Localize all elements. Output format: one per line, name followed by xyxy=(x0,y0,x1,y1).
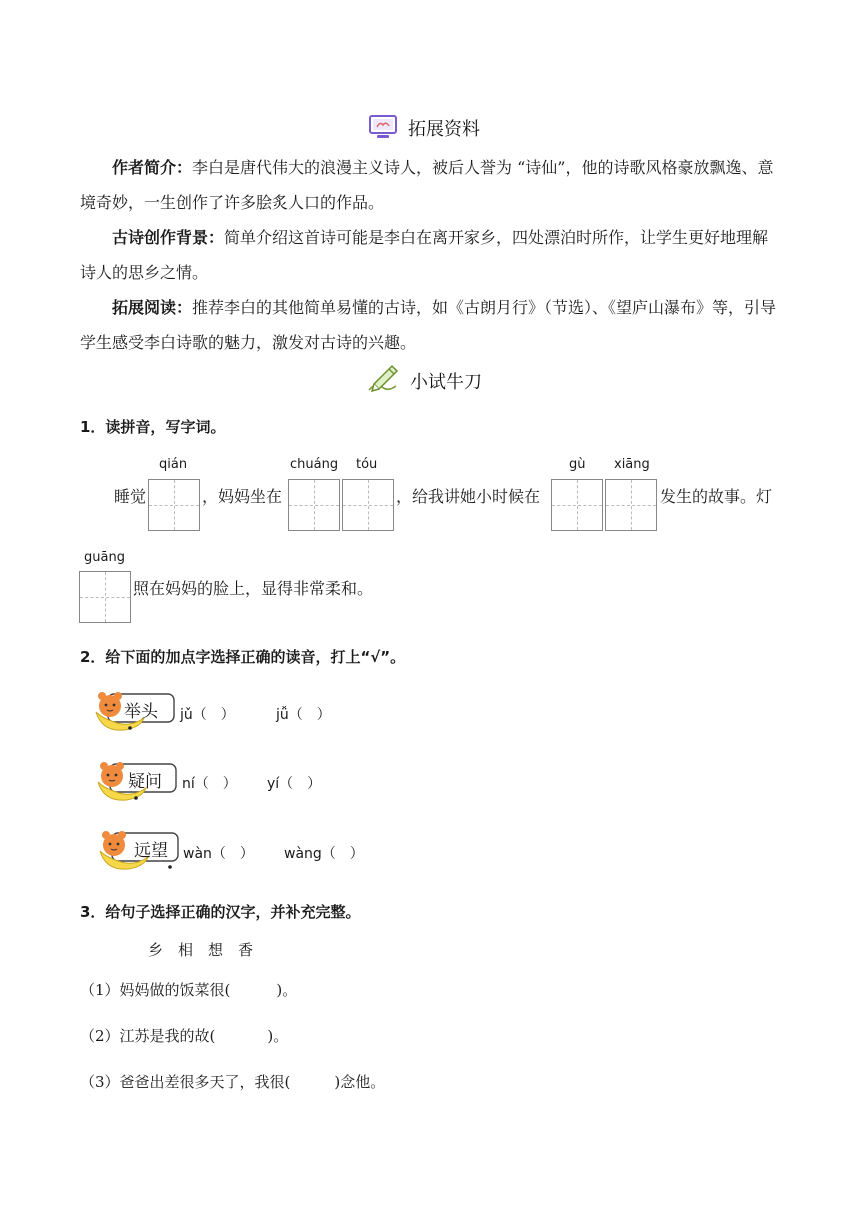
pinyin-xiang: xiāng xyxy=(614,457,650,472)
word-label: 举头 xyxy=(124,702,158,722)
option-ju3[interactable]: jǔ（ ） xyxy=(180,707,235,723)
q1-text-3: ，给我讲她小时候在 xyxy=(396,487,541,506)
pinyin-tou: tóu xyxy=(356,457,378,472)
option-yi[interactable]: yí（ ） xyxy=(267,776,322,792)
bear-word-card xyxy=(96,760,178,806)
monitor-icon xyxy=(368,114,398,140)
poem-background xyxy=(80,220,784,290)
pen-writing-icon xyxy=(366,362,402,394)
author-intro-label: 作者简介： xyxy=(112,158,193,177)
sentence-3-pre: （3）爸爸出差很多天了，我很( xyxy=(80,1073,291,1091)
writing-box[interactable] xyxy=(79,571,131,623)
word-label: 远望 xyxy=(134,841,168,861)
writing-box[interactable] xyxy=(605,479,657,531)
bear-word-card xyxy=(94,690,176,736)
q1-text-1: 睡觉 xyxy=(114,487,147,506)
extended-reading xyxy=(80,290,784,360)
sentence-2 xyxy=(80,1025,288,1046)
sentence-1-pre: （1）妈妈做的饭菜很( xyxy=(80,981,231,999)
option-wan[interactable]: wàn（ ） xyxy=(183,846,254,862)
extended-reading-text: 推荐李白的其他简单易懂的古诗，如《古朗月行》（节选）、《望庐山瀑布》等，引导学生感受李白诗歌的魅力，激发对古诗的兴趣。 xyxy=(80,298,777,352)
question-1-title: 1．读拼音，写字词。 xyxy=(80,418,226,436)
practice-title: 小试牛刀 xyxy=(410,372,482,393)
question-3-title: 3．给句子选择正确的汉字，并补充完整。 xyxy=(80,903,361,921)
q1-text-4: 发生的故事。灯 xyxy=(660,487,773,506)
pinyin-guang: guāng xyxy=(84,550,125,565)
author-intro-text: 李白是唐代伟大的浪漫主义诗人，被后人誉为 “诗仙”，他的诗歌风格豪放飘逸、意境奇妙，一生创作了许多脍炙人口的作品。 xyxy=(80,158,774,212)
pinyin-gu: gù xyxy=(569,457,586,472)
writing-box[interactable] xyxy=(148,479,200,531)
extension-title: 拓展资料 xyxy=(408,119,480,140)
option-ju4[interactable]: jǚ（ ） xyxy=(276,707,331,723)
poem-background-text: 简单介绍这首诗可能是李白在离开家乡，四处漂泊时所作，让学生更好地理解诗人的思乡之情。 xyxy=(80,228,769,282)
author-intro xyxy=(80,150,784,220)
pinyin-chuang: chuáng xyxy=(290,457,339,472)
sentence-1 xyxy=(80,979,297,1000)
pinyin-qian: qián xyxy=(159,457,188,472)
sentence-1-post: )。 xyxy=(276,981,298,999)
sentence-2-post: )。 xyxy=(267,1027,289,1045)
q1-text-2: ，妈妈坐在 xyxy=(202,487,283,506)
sentence-2-pre: （2）江苏是我的故( xyxy=(80,1027,216,1045)
bear-word-card xyxy=(98,829,180,875)
writing-box[interactable] xyxy=(551,479,603,531)
q1-text-5: 照在妈妈的脸上，显得非常柔和。 xyxy=(133,579,374,598)
option-ni[interactable]: ní（ ） xyxy=(182,776,237,792)
writing-box[interactable] xyxy=(342,479,394,531)
character-choices: 乡 相 想 香 xyxy=(148,941,254,959)
question-2-title: 2．给下面的加点字选择正确的读音，打上“√”。 xyxy=(80,648,406,666)
extended-reading-label: 拓展阅读： xyxy=(112,298,193,317)
sentence-3 xyxy=(80,1071,385,1092)
word-label: 疑问 xyxy=(128,772,162,792)
sentence-3-post: )念他。 xyxy=(334,1073,386,1091)
writing-box[interactable] xyxy=(288,479,340,531)
option-wang[interactable]: wàng（ ） xyxy=(284,846,364,862)
poem-background-label: 古诗创作背景： xyxy=(112,228,225,247)
